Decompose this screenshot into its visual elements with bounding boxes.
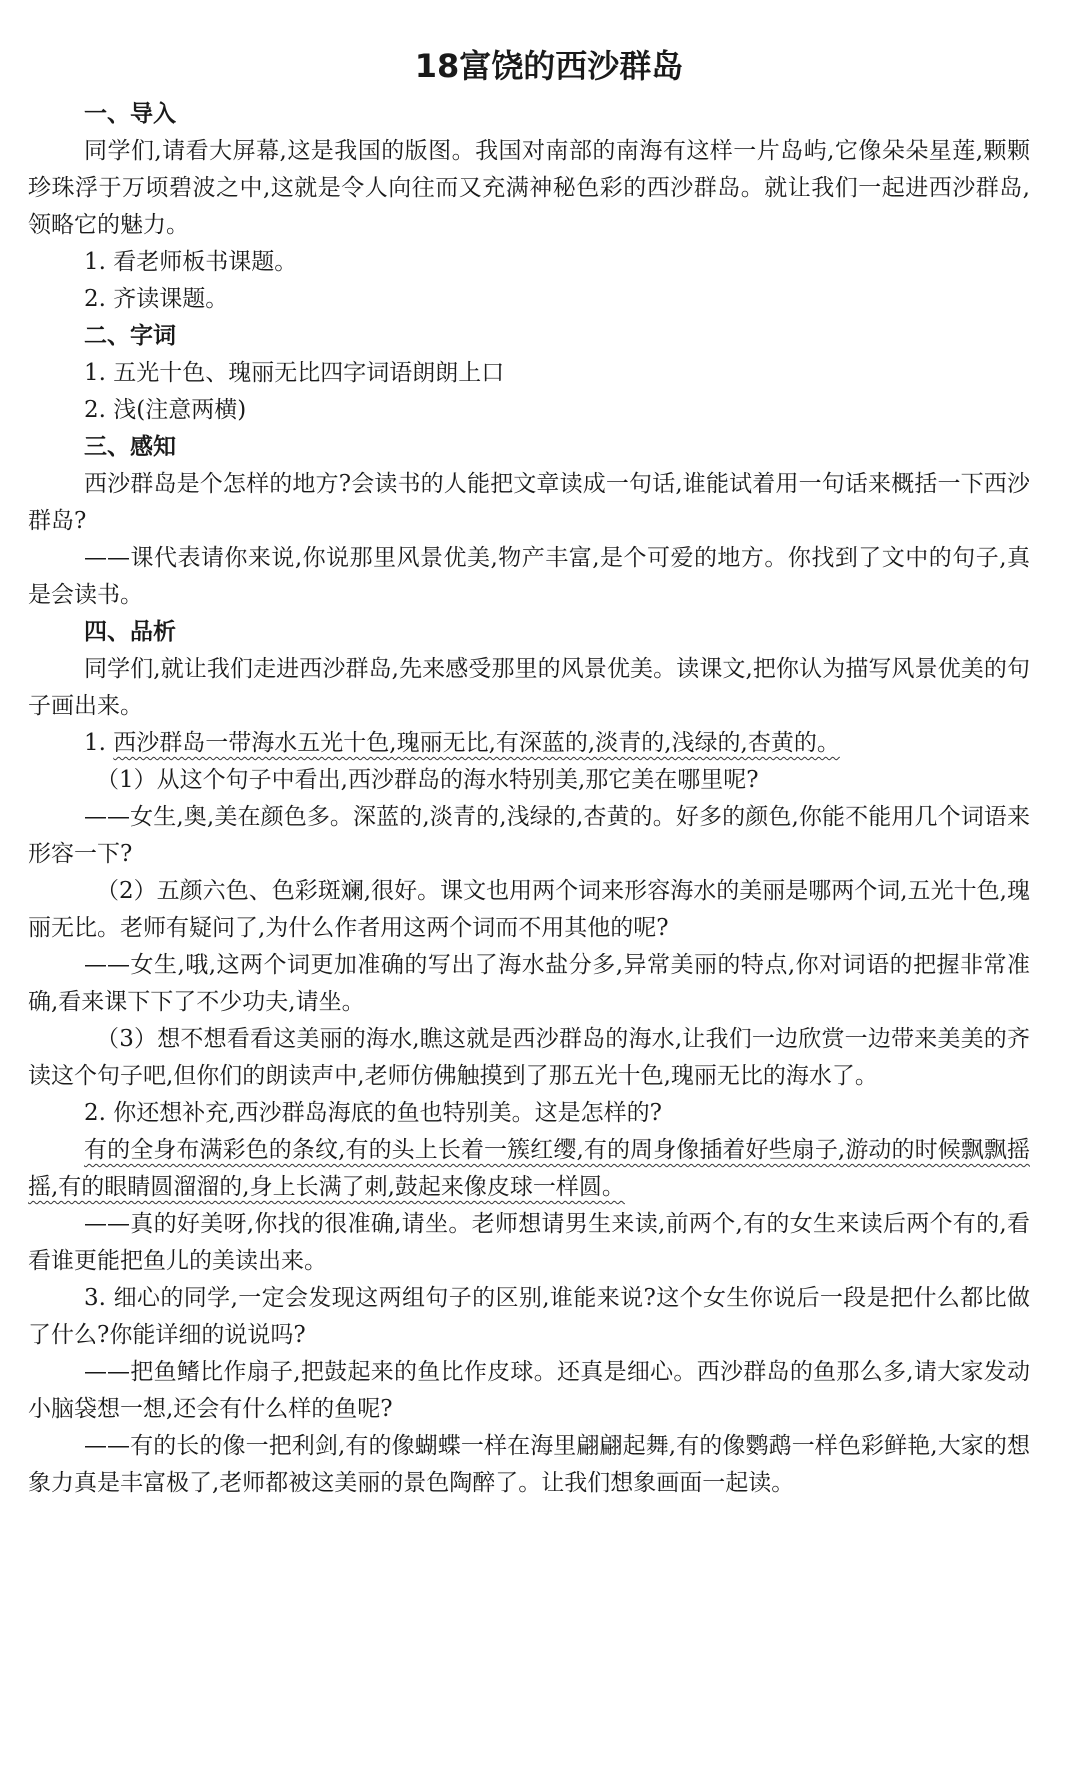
paragraph: ——把鱼鳍比作扇子,把鼓起来的鱼比作皮球。还真是细心。西沙群岛的鱼那么多,请大家发动小脑袋想一想,还会有什么样的鱼呢? bbox=[28, 1359, 1030, 1422]
list-item: 2. 浅(注意两横) bbox=[84, 397, 247, 423]
paragraph: ——课代表请你来说,你说那里风景优美,物产丰富,是个可爱的地方。你找到了文中的句子,真是会读书。 bbox=[28, 545, 1030, 608]
item-number: 1. bbox=[84, 730, 114, 756]
underlined-sentence: 西沙群岛一带海水五光十色,瑰丽无比,有深蓝的,淡青的,浅绿的,杏黄的。 bbox=[113, 730, 840, 756]
list-item: 2. 齐读课题。 bbox=[84, 286, 229, 312]
paragraph: ——真的好美呀,你找的很准确,请坐。老师想请男生来读,前两个,有的女生来读后两个有的,看看谁更能把鱼儿的美读出来。 bbox=[28, 1211, 1030, 1274]
section-heading-intro: 一、导入 bbox=[84, 101, 176, 127]
underlined-passage bbox=[28, 1132, 1030, 1206]
paragraph: （1）从这个句子中看出,西沙群岛的海水特别美,那它美在哪里呢? bbox=[96, 767, 759, 793]
underlined-sentence: 有的全身布满彩色的条纹,有的头上长着一簇红缨,有的周身像插着好些扇子,游动的时候飘飘摇摇,有的眼睛圆溜溜的,身上长满了刺,鼓起来像皮球一样圆。 bbox=[28, 1137, 1030, 1200]
paragraph: 同学们,就让我们走进西沙群岛,先来感受那里的风景优美。读课文,把你认为描写风景优美的句子画出来。 bbox=[28, 656, 1030, 719]
document-page bbox=[28, 46, 1030, 1502]
page-title: 18富饶的西沙群岛 bbox=[414, 47, 684, 85]
paragraph: 西沙群岛是个怎样的地方?会读书的人能把文章读成一句话,谁能试着用一句话来概括一下西沙群岛? bbox=[28, 471, 1030, 534]
paragraph: ——女生,奥,美在颜色多。深蓝的,淡青的,浅绿的,杏黄的。好多的颜色,你能不能用几个词语来形容一下? bbox=[28, 804, 1030, 867]
section-heading-analysis: 四、品析 bbox=[84, 619, 176, 645]
section-heading-perception: 三、感知 bbox=[84, 434, 176, 460]
paragraph: 3. 细心的同学,一定会发现这两组句子的区别,谁能来说?这个女生你说后一段是把什么都比做了什么?你能详细的说说吗? bbox=[28, 1285, 1030, 1348]
list-item: 1. 看老师板书课题。 bbox=[84, 249, 298, 275]
paragraph: 2. 你还想补充,西沙群岛海底的鱼也特别美。这是怎样的? bbox=[84, 1100, 662, 1126]
section-heading-vocabulary: 二、字词 bbox=[84, 323, 176, 349]
paragraph: ——有的长的像一把利剑,有的像蝴蝶一样在海里翩翩起舞,有的像鹦鹉一样色彩鲜艳,大家的想象力真是丰富极了,老师都被这美丽的景色陶醉了。让我们想象画面一起读。 bbox=[28, 1433, 1030, 1496]
paragraph: 同学们,请看大屏幕,这是我国的版图。我国对南部的南海有这样一片岛屿,它像朵朵星莲,颗颗珍珠浮于万顷碧波之中,这就是令人向往而又充满神秘色彩的西沙群岛。就让我们一起进西沙群岛,领略它的魅力。 bbox=[28, 138, 1030, 238]
paragraph: ——女生,哦,这两个词更加准确的写出了海水盐分多,异常美丽的特点,你对词语的把握非常准确,看来课下下了不少功夫,请坐。 bbox=[28, 952, 1030, 1015]
paragraph: （3）想不想看看这美丽的海水,瞧这就是西沙群岛的海水,让我们一边欣赏一边带来美美的齐读这个句子吧,但你们的朗读声中,老师仿佛触摸到了那五光十色,瑰丽无比的海水了。 bbox=[28, 1026, 1030, 1089]
paragraph: （2）五颜六色、色彩斑斓,很好。课文也用两个词来形容海水的美丽是哪两个词,五光十色,瑰丽无比。老师有疑问了,为什么作者用这两个词而不用其他的呢? bbox=[28, 878, 1030, 941]
list-item: 1. 五光十色、瑰丽无比四字词语朗朗上口 bbox=[84, 360, 505, 386]
underlined-sentence-item bbox=[28, 725, 1030, 762]
